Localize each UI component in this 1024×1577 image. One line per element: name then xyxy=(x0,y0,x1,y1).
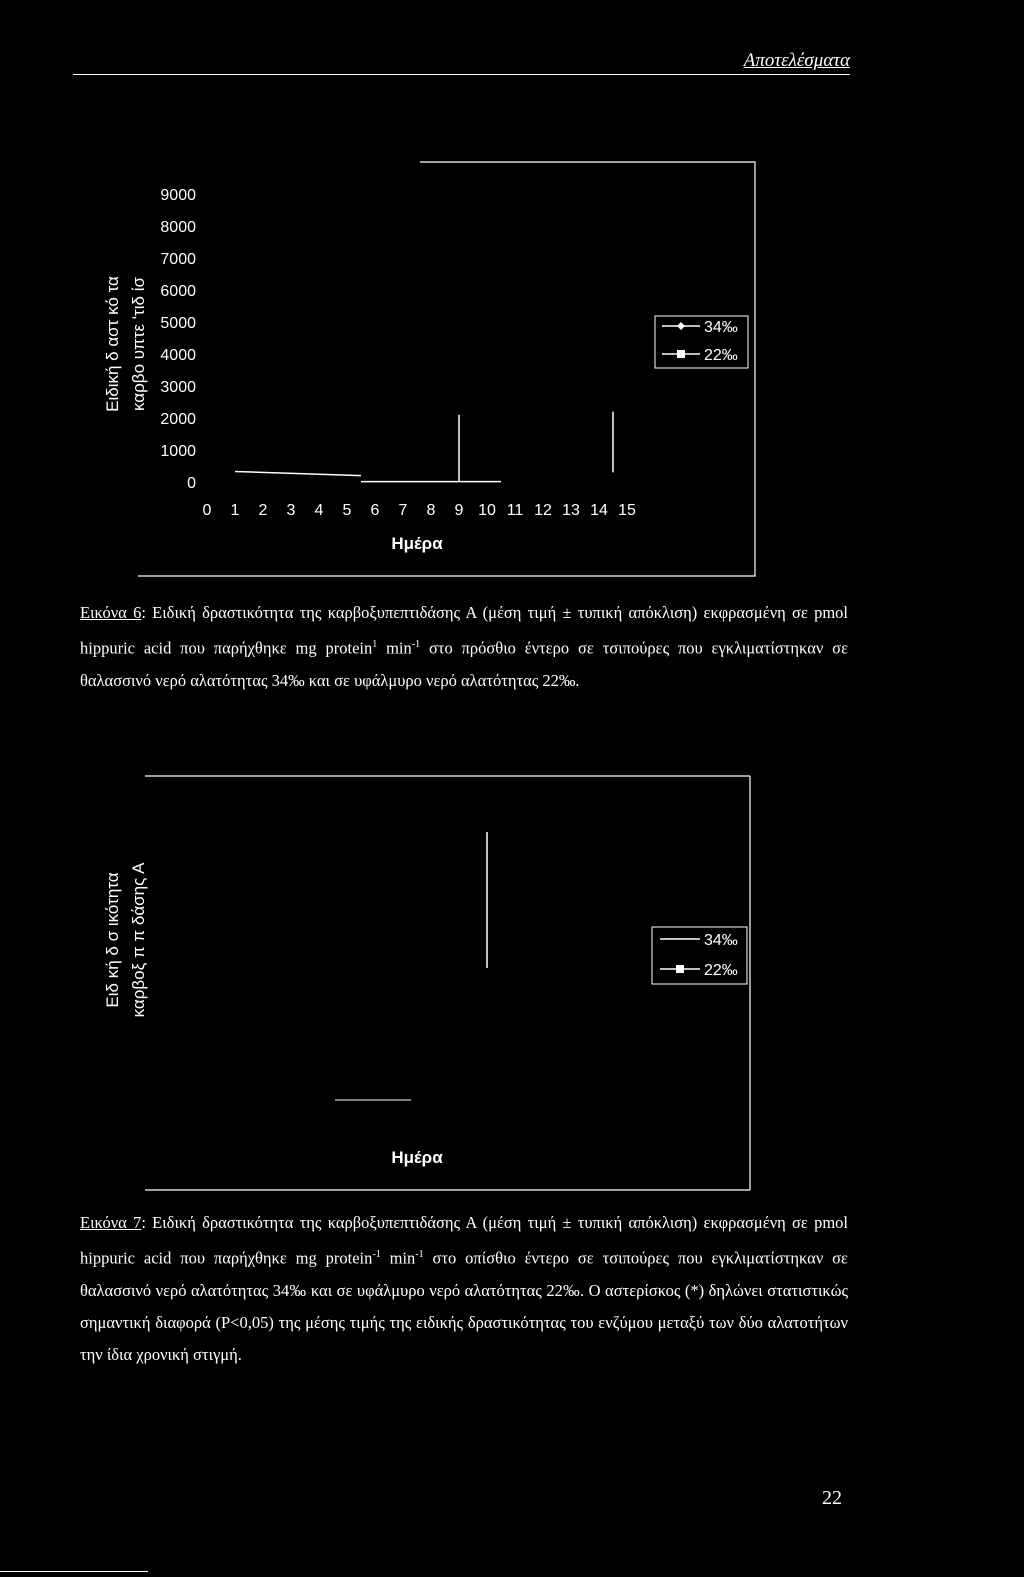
figure-7-caption-sup1: -1 xyxy=(372,1249,381,1260)
header-rule xyxy=(73,74,850,75)
fig6-y-tick-label: 9000 xyxy=(160,187,196,204)
figure-7-caption xyxy=(80,1207,848,1371)
figure-6-caption-end: στο πρόσθιο έντερο σε τσιπούρες που εγκλιματίστηκαν σε θαλασσινό νερό αλατότητας 34‰ και σε υφάλμυρο νερό αλατότητας 22‰. xyxy=(80,638,848,690)
fig6-legend-marker-22 xyxy=(677,350,685,358)
fig7-legend-label-34: 34‰ xyxy=(704,932,738,949)
figure-6-caption-sup2: -1 xyxy=(411,639,421,650)
figure-7-caption-text: : Ειδική δραστικότητα της καρβοξυπεπτιδάσης Α (μέση τιμή ± τυπική απόκλιση) εκφρασμένη σε pmol hippuric acid που παρήχθηκε mg protein xyxy=(80,1213,849,1268)
fig6-series-line-34 xyxy=(235,471,361,475)
figure-7-caption-end: στο οπίσθιο έντερο σε τσιπούρες που εγκλιματίστηκαν σε θαλασσινό νερό αλατότητας 34‰ και σε υφάλμυρο νερό αλατότητας 22‰. Ο αστερίσκος (*) δηλώνει στατιστικώς σημαντική διαφορά (P<0,05) της μέσης τιμής της ειδικής δραστικότητας του ενζύμου μεταξύ των δύο αλατοτήτων την ίδια χρονική στιγμή. xyxy=(80,1248,848,1364)
fig6-x-tick-label: 4 xyxy=(314,502,324,519)
fig6-series xyxy=(235,412,613,482)
fig6-x-tick-label: 14 xyxy=(590,502,608,519)
fig6-x-tick-label: 7 xyxy=(398,502,408,519)
fig6-x-tick-label: 9 xyxy=(454,502,464,519)
fig6-legend-label-22: 22‰ xyxy=(704,347,738,364)
fig7-legend-box xyxy=(652,927,747,984)
fig6-y-tick-label: 6000 xyxy=(160,283,196,300)
figure-6-label: Εικόνα 6 xyxy=(80,603,142,622)
fig6-x-tick-label: 12 xyxy=(534,502,552,519)
figure-6-caption-mid: min xyxy=(377,638,412,658)
fig7-y-axis-label-1: Ειδ κή δ σ ικότητα xyxy=(103,872,122,1008)
figure-7-label: Εικόνα 7 xyxy=(80,1213,142,1232)
figure-6-caption-text: : Ειδική δραστικότητα της καρβοξυπεπτιδάσης Α (μέση τιμή ± τυπική απόκλιση) εκφρασμένη σε pmol hippuric acid που παρήχθηκε mg protein xyxy=(80,603,849,658)
fig6-y-tick-label: 3000 xyxy=(160,379,196,396)
fig7-x-axis-label: Ημέρα xyxy=(391,1148,443,1167)
fig6-y-tick-label: 4000 xyxy=(160,347,196,364)
fig6-y-tick-label: 0 xyxy=(187,475,196,492)
page-number: 22 xyxy=(822,1487,842,1509)
fig7-legend-label-22: 22‰ xyxy=(704,962,738,979)
fig6-x-tick-label: 10 xyxy=(478,502,496,519)
fig6-y-tick-label: 5000 xyxy=(160,315,196,332)
fig6-y-axis-label-1: Ειδική δ αστ κό τα xyxy=(103,276,122,412)
figure-6-caption xyxy=(80,597,848,697)
fig6-y-axis-label-2: καρβο υπτε 'τιδ ίσ xyxy=(129,277,148,411)
fig6-x-tick-label: 0 xyxy=(202,502,212,519)
fig6-x-axis-label: Ημέρα xyxy=(391,534,443,553)
fig6-x-tick-label: 2 xyxy=(258,502,268,519)
fig6-legend-label-34: 34‰ xyxy=(704,319,738,336)
fig6-legend-box xyxy=(655,316,748,368)
fig6-x-tick-label: 13 xyxy=(562,502,580,519)
fig6-legend-marker-34 xyxy=(677,322,685,330)
fig6-x-ticks xyxy=(203,502,636,519)
fig6-y-tick-label: 2000 xyxy=(160,411,196,428)
fig7-legend-marker-22 xyxy=(676,965,684,973)
fig7-y-axis-label-2: καρβοξ π π δάσης Α xyxy=(129,862,148,1018)
figure-7-caption-sup2: -1 xyxy=(415,1249,424,1260)
fig6-y-tick-label: 8000 xyxy=(160,219,196,236)
fig6-x-tick-label: 11 xyxy=(506,502,524,519)
figure-7-caption-mid: min xyxy=(380,1248,416,1268)
fig6-y-tick-label: 1000 xyxy=(160,443,196,460)
fig6-y-tick-label: 7000 xyxy=(160,251,196,268)
fig6-x-tick-label: 15 xyxy=(618,502,636,519)
fig6-x-tick-label: 5 xyxy=(342,502,352,519)
fig6-x-tick-label: 6 xyxy=(370,502,380,519)
fig6-x-tick-label: 1 xyxy=(230,502,240,519)
fig6-x-tick-label: 3 xyxy=(286,502,296,519)
figure-6-caption-sup1: 1 xyxy=(372,639,378,650)
fig6-y-ticks xyxy=(160,187,196,492)
fig6-frame xyxy=(138,162,755,576)
footer-rule xyxy=(0,1571,148,1572)
section-title: Αποτελέσματα xyxy=(743,50,850,71)
fig6-x-tick-label: 8 xyxy=(426,502,436,519)
